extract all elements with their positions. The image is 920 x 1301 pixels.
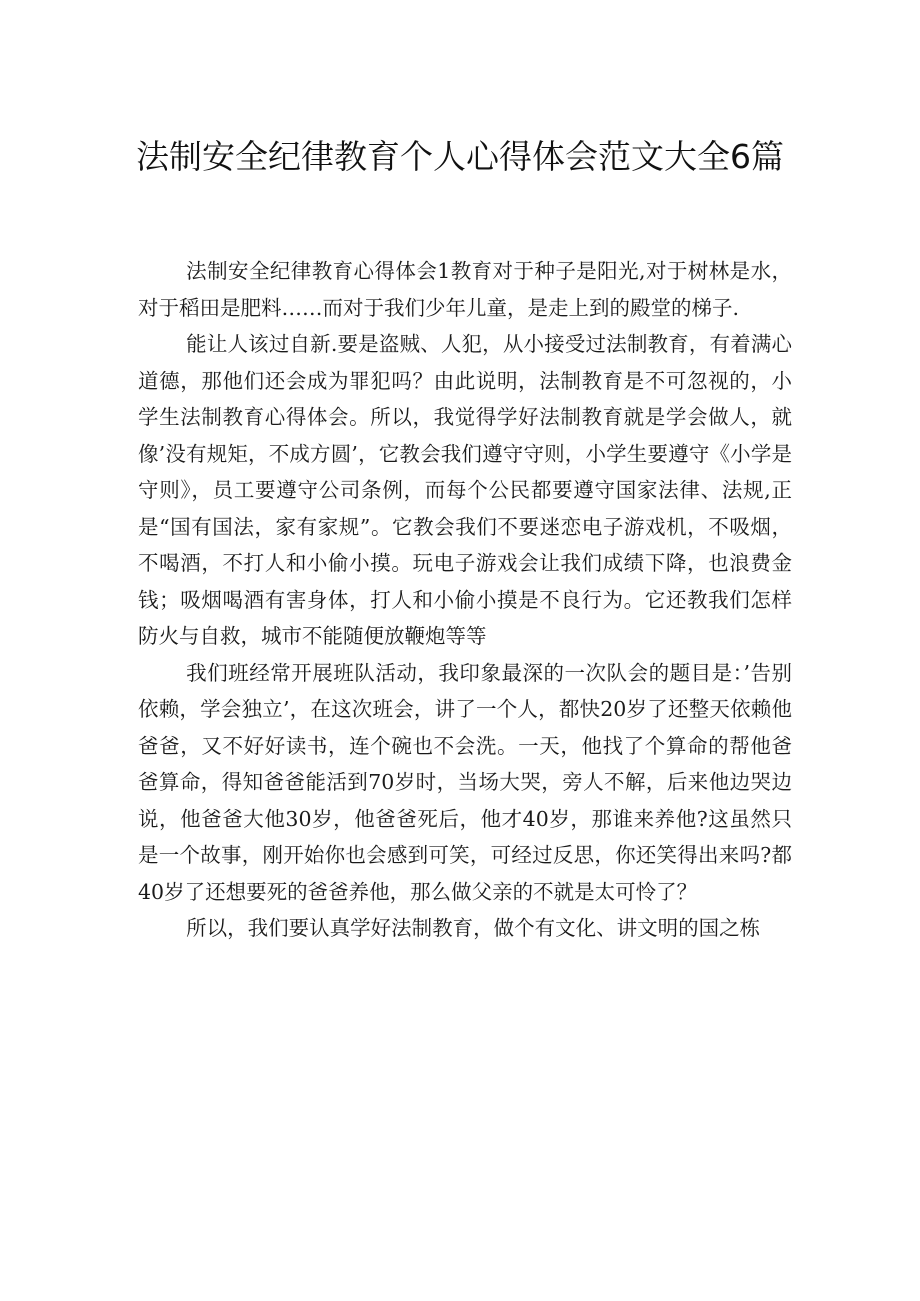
document-title: 法制安全纪律教育个人心得体会范文大全6篇 [136, 137, 784, 177]
document-body [138, 253, 792, 947]
paragraph-3: 我们班经常开展班队活动，我印象最深的一次队会的题目是：’告别依赖，学会独立’，在这次班会，讲了一个人，都快20岁了还整天依赖他爸爸，又不好好读书，连个碗也不会洗。一天，他找了个算命的帮他爸爸算命，得知爸爸能活到70岁时，当场大哭，旁人不解，后来他边哭边说，他爸爸大他30岁，他爸爸死后，他才40岁，那谁来养他?这虽然只是一个故事，刚开始你也会感到可笑，可经过反思，你还笑得出来吗?都40岁了还想要死的爸爸养他，那么做父亲的不就是太可怜了？ [138, 660, 792, 904]
paragraph-1: 法制安全纪律教育心得体会1教育对于种子是阳光,对于树林是水，对于稻田是肥料……而对于我们少年儿童，是走上到的殿堂的梯子. [138, 259, 792, 320]
paragraph-4: 所以，我们要认真学好法制教育，做个有文化、讲文明的国之栋 [186, 916, 761, 940]
paragraph-2: 能让人该过自新.要是盗贼、人犯，从小接受过法制教育，有着满心道德，那他们还会成为罪犯吗？由此说明，法制教育是不可忽视的，小学生法制教育心得体会。所以，我觉得学好法制教育就是学会做人，就像’没有规矩，不成方圆’，它教会我们遵守守则，小学生要遵守《小学是守则》，员工要遵守公司条例，而每个公民都要遵守国家法律、法规,正是“国有国法，家有家规”。它教会我们不要迷恋电子游戏机，不吸烟，不喝酒，不打人和小偷小摸。玩电子游戏会让我们成绩下降，也浪费金钱；吸烟喝酒有害身体，打人和小偷小摸是不良行为。它还教我们怎样防火与自救，城市不能随便放鞭炮等等 [138, 332, 792, 648]
